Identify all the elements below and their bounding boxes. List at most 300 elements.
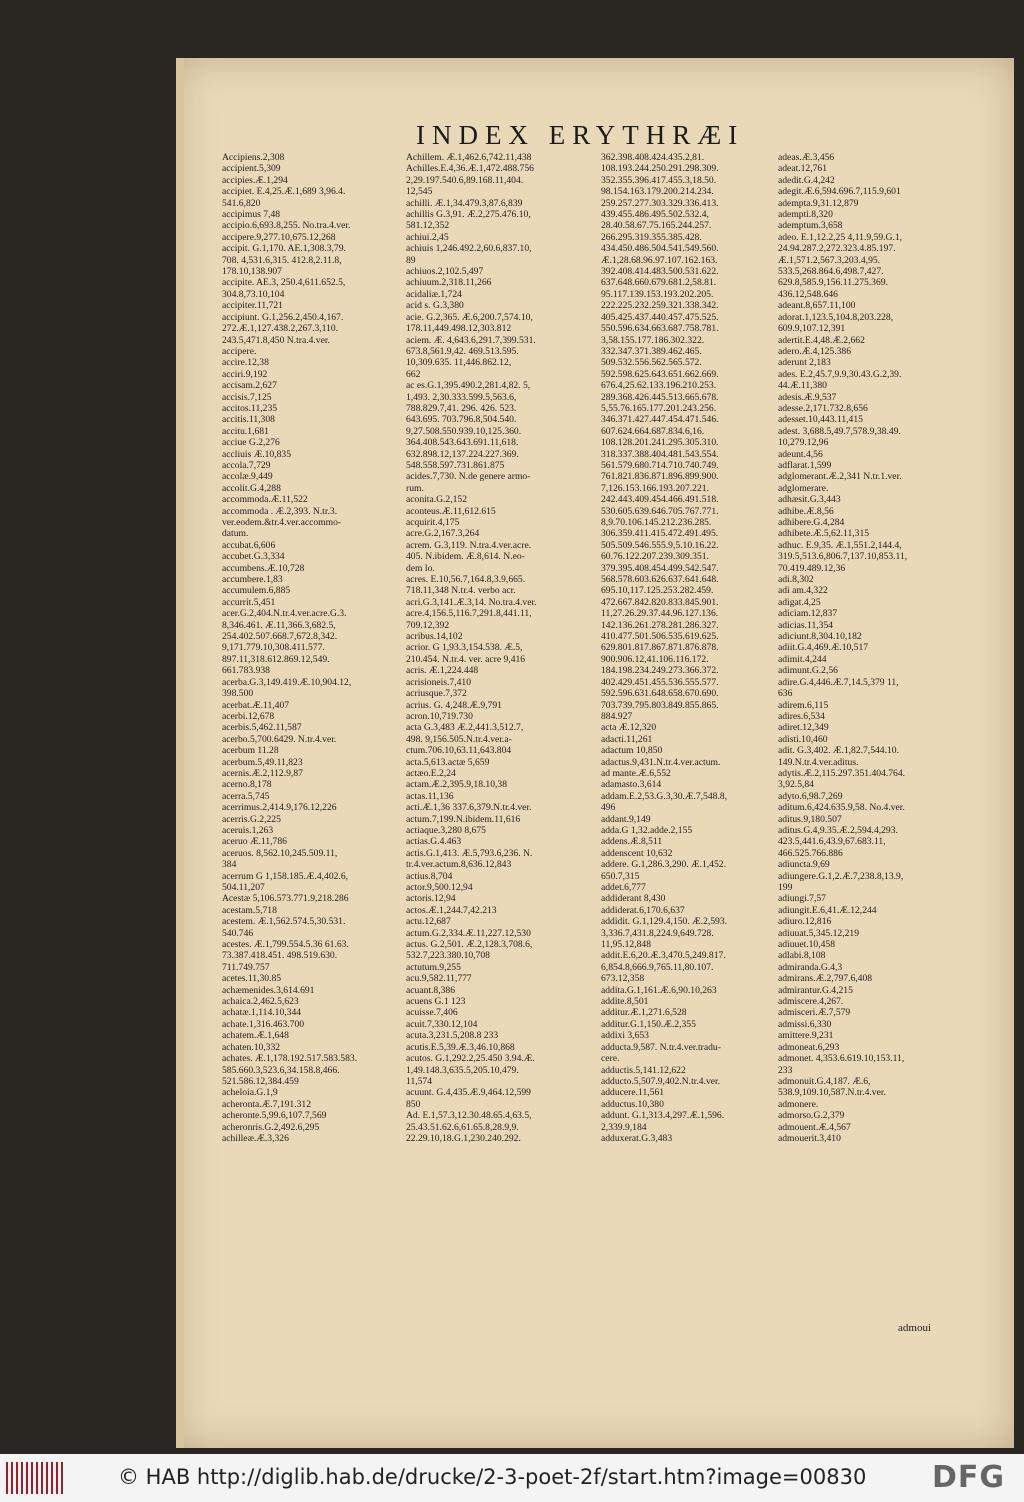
index-entry: 636	[778, 688, 793, 700]
index-entry: 12,545	[406, 186, 433, 198]
index-entry: 673.8,561.9,42. 469.513.595.	[406, 345, 519, 357]
index-entry: 504.11,207	[222, 882, 265, 893]
index-entry: 10,309.635. 11,446.862.12,	[406, 357, 512, 369]
index-entry: 472.667.842.820.833.845.901.	[601, 596, 719, 608]
index-entry: achaica.2,462.5,623	[222, 996, 299, 1008]
index-entry: 6,854.8,666.9,765.11,80.107.	[601, 961, 714, 973]
index-column-4	[778, 152, 974, 1382]
index-entry: 718.11,348 N.tr.4. verbo acr.	[406, 585, 516, 597]
index-entry: accumbens.Æ.10,728	[222, 562, 305, 574]
index-entry: acron.10,719.730	[406, 710, 473, 722]
index-entry: accire.12,38	[222, 357, 269, 369]
index-entry: additur.G.1,150.Æ.2,355	[601, 1018, 696, 1030]
index-entry: adduxerat.G.3,483	[601, 1132, 673, 1144]
index-entry: acre.G.2,167.3,264	[406, 528, 480, 540]
index-entry: acrem. G.3,119. N.tra.4.ver.acre.	[406, 539, 532, 551]
index-entry: 897.11,318.612.869.12,549.	[222, 653, 330, 665]
index-entry: accisam.2,627	[222, 380, 277, 392]
index-entry: acuta.3,231.5,208.8 233	[406, 1030, 499, 1042]
index-entry: 95.117.139.153.193.202.205.	[601, 288, 714, 300]
index-entry: adicias.11,354	[778, 619, 834, 631]
index-entry: actum.G.2,334.Æ.11,227.12,530	[406, 927, 531, 939]
index-column-3	[601, 152, 776, 1382]
index-entry: acheronte.5,99.6,107.7,569	[222, 1110, 327, 1122]
copyright-link[interactable]: © HAB http://diglib.hab.de/drucke/2-3-poet-2f/start.htm?image=00830	[118, 1465, 867, 1489]
index-entry: adiuro.12,816	[778, 916, 832, 928]
index-entry: accurrit.5,451	[222, 596, 276, 608]
index-entry: admoneat.6,293	[778, 1041, 840, 1053]
index-entry: 532.7,223.380.10,708	[406, 950, 490, 962]
index-entry: accola.7,729	[222, 459, 271, 471]
index-entry: adesse.2,171.732.8,656	[778, 402, 868, 414]
index-entry: actor.9,500.12,94	[406, 882, 473, 893]
index-entry: accipiet. E.4,25.Æ.1,689 3,96.4.	[222, 186, 346, 198]
index-entry: acheronta.Æ.7,191.312	[222, 1098, 311, 1110]
index-entry: adeas.Æ.3,456	[778, 152, 835, 163]
index-entry: 607.624.664.687.834.6,16.	[601, 425, 705, 437]
index-entry: accipite. AE.3, 250.4,611.652.5,	[222, 277, 346, 289]
index-entry: 259.257.277.303.329.336.413.	[601, 197, 719, 209]
index-entry: accubat.6,606	[222, 539, 276, 551]
index-entry: acrisioneis.7,410	[406, 676, 472, 688]
index-entry: 709.12,392	[406, 619, 450, 631]
index-entry: admiscere.4,267.	[778, 996, 844, 1008]
index-entry: 708. 4,531.6,315. 412.8,2.11.8,	[222, 254, 342, 266]
index-entry: Æ.1,28.68.96.97.107.162.163.	[601, 254, 718, 266]
index-entry: 1,493. 2,30.333.599.5,563.6,	[406, 391, 517, 403]
index-entry: accipere.	[222, 345, 257, 357]
index-entry: acri.G.3,141.Æ.3,14. No.tra.4.ver.	[406, 596, 537, 608]
index-entry: acerbat.Æ.11,407	[222, 699, 290, 711]
index-entry: adiuncta.9,69	[778, 859, 830, 871]
index-entry: actius.8,704	[406, 870, 453, 882]
index-entry: 538.9,109.10,587.N.tr.4.ver.	[778, 1087, 886, 1099]
index-entry: 592.596.631.648.658.670.690.	[601, 688, 719, 700]
index-entry: acerba.G.3,149.419.Æ.10,904.12,	[222, 676, 352, 688]
page-title: INDEX ERYTHRÆI	[416, 120, 745, 150]
index-entry: 695.10,117.125.253.282.459.	[601, 585, 714, 597]
index-entry: 11,574	[406, 1075, 433, 1087]
index-entry: 673.12,358	[601, 973, 645, 985]
index-entry: adeo. E.1,12.2,25 4,11.9,59.G.1,	[778, 231, 903, 243]
index-entry: acta.5,613.actæ 5,659	[406, 756, 490, 768]
index-entry: 22.29.10,18.G.1,230.240.292.	[406, 1132, 521, 1144]
index-entry: achates. Æ.1,178.192.517.583.583.	[222, 1053, 358, 1065]
index-entry: 178.11,449.498.12,303.812	[406, 323, 512, 335]
index-entry: acerrum G 1,158.185.Æ.4,402.6,	[222, 870, 349, 882]
index-entry: 222.225.232.259.321.338.342.	[601, 300, 719, 312]
index-entry: adeat.12,761	[778, 163, 828, 175]
index-entry: 581.12,352	[406, 220, 450, 232]
index-entry: 398.500	[222, 688, 254, 700]
index-entry: 98.154.163.179.200.214.234.	[601, 186, 714, 198]
index-entry: 530.605.639.646.705.767.771.	[601, 505, 719, 517]
index-entry: aciem. Æ. 4,643.6,291.7,399.531.	[406, 334, 536, 346]
index-entry: achiui.2,45	[406, 231, 449, 243]
index-entry: 410.477.501.506.535.619.625.	[601, 631, 719, 643]
index-entry: 243.5,471.8,450 N.tra.4.ver.	[222, 334, 330, 346]
index-entry: adiuuet.10,458	[778, 939, 836, 951]
index-entry: adglomerare.	[778, 482, 829, 494]
index-entry: aceruo Æ.11,786	[222, 836, 287, 848]
index-entry: ver.eodem.&tr.4.ver.accommo-	[222, 517, 342, 528]
index-entry: acie. G.2,365. Æ.6,200.7,574.10,	[406, 311, 533, 323]
index-entry: acides.7,730. N.de genere armo-	[406, 471, 531, 483]
index-entry: 8,9.70.106.145.212.236.285.	[601, 517, 712, 528]
index-entry: accumbere.1,83	[222, 574, 283, 586]
index-entry: admonere.	[778, 1098, 819, 1110]
index-entry: actis.G.1,413. Æ.5,793.6,236. N.	[406, 847, 533, 859]
index-entry: 761.821.836.871.896.899.900.	[601, 471, 719, 483]
index-entry: accommoda.Æ.11,522	[222, 494, 308, 506]
index-entry: 568.578.603.626.637.641.648.	[601, 574, 719, 586]
index-entry: 439.455.486.495.502.532.4,	[601, 209, 709, 221]
index-entry: 548.558.597.731.861.875	[406, 459, 505, 471]
index-entry: adi.8,302	[778, 574, 814, 586]
index-entry: 405. N.ibidem. Æ.8,614. N.eo-	[406, 551, 525, 563]
index-entry: accumulem.6,885	[222, 585, 291, 597]
index-entry: ademptum.3,658	[778, 220, 843, 232]
index-entry: adorat.1,123.5,104.8,203.228,	[778, 311, 894, 323]
index-entry: addenscent 10,632	[601, 847, 673, 859]
index-entry: 289.368.426.445.513.665.678.	[601, 391, 719, 403]
index-entry: accitis.11,308	[222, 414, 275, 426]
index-entry: adit. G.3,402. Æ.1,82.7,544.10.	[778, 745, 899, 757]
index-entry: addite.8,501	[601, 996, 649, 1008]
index-entry: accommoda . Æ.2,393. N.tr.3.	[222, 505, 338, 517]
index-entry: accipere.9,277.10,675.12,268	[222, 231, 336, 243]
index-entry: 585.660.3,523.6,34.158.8,466.	[222, 1064, 340, 1076]
index-entry: adhæsit.G.3,443	[778, 494, 841, 506]
index-entry: adyto.6,98.7,269	[778, 790, 843, 802]
index-entry: accipient.5,309	[222, 163, 281, 175]
index-entry: 242.443.409.454.466.491.518.	[601, 494, 719, 506]
index-entry: 505.509.546.555.9,5.10.16.22.	[601, 539, 719, 551]
index-entry: acestam.5,718	[222, 904, 277, 916]
index-entry: actæo.E.2,24	[406, 767, 456, 779]
index-entry: acrior. G 1,93.3,154.538. Æ.5,	[406, 642, 523, 654]
index-entry: 142.136.261.278.281.286.327.	[601, 619, 719, 631]
index-entry: aceruos. 8,562.10,245.509.11,	[222, 847, 338, 859]
index-entry: addiderat.6,170.6,637	[601, 904, 685, 916]
index-entry: accubet.G.3,334	[222, 551, 285, 563]
index-entry: 405.425.437.440.457.475.525.	[601, 311, 719, 323]
index-entry: accipiunt. G.1,256.2,450.4,167.	[222, 311, 344, 323]
index-entry: admirantur.G.4,215	[778, 984, 853, 996]
index-entry: addita.G.1,161.Æ.6,90.10,263	[601, 984, 717, 996]
index-entry: acciri.9,192	[222, 368, 268, 380]
index-entry: accipimus 7,48	[222, 209, 281, 221]
index-entry: 592.598.625.643.651.662.669.	[601, 368, 719, 380]
index-entry: adiciunt.8,304.10,182	[778, 631, 862, 643]
index-entry: acerbum 11.28	[222, 745, 279, 757]
index-entry: adhuc. E.9,35. Æ.1,551.2,144.4,	[778, 539, 902, 551]
index-entry: additur.Æ.1,271.6,528	[601, 1007, 687, 1019]
index-entry: addidit. G.1,129.4,150. Æ.2,593.	[601, 916, 728, 928]
index-entry: adducta.9,587. N.tr.4.ver.tradu-	[601, 1041, 721, 1053]
index-entry: actam.Æ.2,395.9,18.10,38	[406, 779, 507, 791]
index-entry: Achillem. Æ.1,462.6,742.11,438	[406, 152, 532, 163]
index-entry: acerris.G.2,225	[222, 813, 281, 825]
index-entry: acer.G.2,404.N.tr.4.ver.acre.G.3.	[222, 608, 347, 620]
index-entry: acuens G.1 123	[406, 996, 466, 1008]
index-entry: addet.6,777	[601, 882, 646, 893]
index-entry: acid s. G.3,380	[406, 300, 464, 312]
index-entry: actiaque.3,280 8,675	[406, 824, 486, 836]
index-entry: acerbis.5,462.11,587	[222, 722, 302, 734]
index-entry: 384	[222, 859, 237, 871]
index-entry: 318.337.388.404.481.543.554.	[601, 448, 719, 460]
index-entry: 434.450.486.504.541.549.560.	[601, 243, 719, 255]
index-entry: addant.9,149	[601, 813, 651, 825]
index-entry: Æ.1,571.2,567.3,203.4,95.	[778, 254, 881, 266]
index-entry: acutis.E.5,39.Æ.3,46.10,868	[406, 1041, 515, 1053]
index-column-2	[406, 152, 592, 1382]
index-entry: adacti.11,261	[601, 733, 653, 745]
index-entry: actu.12,687	[406, 916, 451, 928]
index-entry: adiungit.E.6,41.Æ.12,244	[778, 904, 877, 916]
index-entry: acestes. Æ.1,799.554.5.36 61.63.	[222, 939, 349, 951]
index-entry: accitos.11,235	[222, 402, 278, 414]
index-entry: adhibere.G.4,284	[778, 517, 845, 528]
index-entry: 900.906.12,41.106.116.172.	[601, 653, 709, 665]
index-entry: adegit.Æ.6,594.696.7,115.9,601	[778, 186, 901, 198]
index-entry: actias.G.4.463	[406, 836, 462, 848]
index-entry: accipies.Æ.1,294	[222, 174, 288, 186]
index-entry: addixi 3,653	[601, 1030, 649, 1042]
index-entry: 629.801.817.867.871.876.878.	[601, 642, 719, 654]
index-entry: admouerit.3,410	[778, 1132, 841, 1144]
index-entry: 533.5,268.864.6,498.7,427.	[778, 266, 884, 278]
index-entry: rum.	[406, 482, 424, 494]
index-entry: adires.6,534	[778, 710, 825, 722]
index-entry: adempti.8,320	[778, 209, 833, 221]
index-entry: accitu.1,681	[222, 425, 269, 437]
index-entry: acernis.Æ.2,112.9,87	[222, 767, 303, 779]
index-entry: adest. 3,688.5,49.7,578.9,38.49.	[778, 425, 901, 437]
index-entry: 392.408.414.483.500.531.622.	[601, 266, 719, 278]
index-entry: adedit.G.4,242	[778, 174, 835, 186]
index-entry: adeant.8,657.11,100	[778, 300, 856, 312]
index-entry: adlabi.8,108	[778, 950, 826, 962]
index-entry: admouent.Æ.4,567	[778, 1121, 851, 1133]
index-entry: 650.7,315	[601, 870, 640, 882]
index-entry: achillis G.3,91. Æ.2,275.476.10,	[406, 209, 531, 221]
index-entry: adductis.5,141.12,622	[601, 1064, 686, 1076]
index-entry: aditus.G.4,9.35.Æ.2,594.4,293.	[778, 824, 898, 836]
index-entry: actutum.9,255	[406, 961, 461, 973]
index-entry: addens.Æ.8,511	[601, 836, 663, 848]
index-entry: 7,126.153.166.193.207.221.	[601, 482, 709, 494]
index-entry: 637.648.660.679.681.2,58.81.	[601, 277, 717, 289]
index-entry: acheronris.G.2,492.6,295	[222, 1121, 320, 1133]
index-entry: adertit.E.4,48.Æ.2,662	[778, 334, 865, 346]
index-entry: cere.	[601, 1053, 620, 1065]
index-entry: acu.9,582.11,777	[406, 973, 472, 985]
index-entry: achaten.10,332	[222, 1041, 281, 1053]
index-entry: adactus.9,431.N.tr.4.ver.actum.	[601, 756, 721, 768]
index-entry: accipit. G.1,170. AE.1,308.3,79.	[222, 243, 346, 255]
index-entry: dem lo.	[406, 562, 435, 574]
index-entry: Ad. E.1,57.3,12.30.48.65.4,63.5,	[406, 1110, 532, 1122]
footer-bar	[0, 1454, 1024, 1502]
index-entry: admorso.G.2,379	[778, 1110, 845, 1122]
index-entry: 210.454. N.tr.4. ver. acre 9,416	[406, 653, 526, 665]
index-entry: 149.N.tr.4.ver.aditus.	[778, 756, 859, 768]
index-entry: 304.8,73.10,104	[222, 288, 285, 300]
index-entry: 609.9,107.12,391	[778, 323, 846, 335]
index-entry: adflarat.1,599	[778, 459, 832, 471]
index-entry: adesis.Æ.9,537	[778, 391, 837, 403]
index-entry: adducto.5,507.9,402.N.tr.4.ver.	[601, 1075, 721, 1087]
index-entry: acerbi.12,678	[222, 710, 275, 722]
index-entry: aderunt 2,183	[778, 357, 831, 369]
index-entry: 521.586.12,384.459	[222, 1075, 299, 1087]
index-entry: 332.347.371.389.462.465.	[601, 345, 702, 357]
index-entry: 540.746	[222, 927, 254, 939]
index-entry: adhibe.Æ.8,56	[778, 505, 834, 517]
index-entry: accipio.6,693.8,255. No.tra.4.ver.	[222, 220, 351, 232]
index-entry: aconita.G.2,152	[406, 494, 468, 506]
index-entry: 703.739.795.803.849.855.865.	[601, 699, 719, 711]
index-entry: 423.5,441.6,43.9,67.683.11,	[778, 836, 886, 848]
index-entry: adda.G 1,32.adde.2,155	[601, 824, 693, 836]
index-entry: 379.395.408.454.499.542.547.	[601, 562, 719, 574]
index-entry: 850	[406, 1098, 421, 1110]
index-entry: acerra.5,745	[222, 790, 270, 802]
index-entry: acetes.11,30.85	[222, 973, 282, 985]
index-entry: acuunt. G.4,435.Æ.9,464.12,599	[406, 1087, 531, 1099]
index-entry: adactum 10,850	[601, 745, 663, 757]
index-entry: 70.419.489.12,36	[778, 562, 846, 574]
index-entry: adglomerant.Æ.2,341 N.tr.1.ver.	[778, 471, 902, 483]
index-entry: adiit.G.4,469.Æ.10,517	[778, 642, 869, 654]
index-entry: 9,171.779.10,308.411.577.	[222, 642, 325, 654]
index-entry: datum.	[222, 528, 249, 540]
index-entry: ac es.G.1,395.490.2,281.4,82. 5,	[406, 380, 531, 392]
index-entry: 11,27.26.29.37.44.96.127.136.	[601, 608, 719, 620]
index-entry: admirans.Æ.2,797.6,408	[778, 973, 873, 985]
index-entry: achiuis 1,246.492.2,60.6,837.10,	[406, 243, 532, 255]
index-entry: addunt. G.1,313.4,297.Æ.1,596.	[601, 1110, 725, 1122]
index-entry: adducere.11,561	[601, 1087, 665, 1099]
index-entry: accipiter.11,721	[222, 300, 283, 312]
index-entry: acerno.8,178	[222, 779, 272, 791]
index-entry: tr.4.ver.actum.8,636.12,843	[406, 859, 512, 871]
index-entry: 561.579.680.714.710.740.749.	[601, 459, 719, 471]
index-entry: 352.355.396.417.455.3,18.50.	[601, 174, 717, 186]
index-entry: 24.94.287.2,272.323.4.85.197.	[778, 243, 896, 255]
index-entry: ades. E.2,45.7,9.9,30.43.G.2,39.	[778, 368, 902, 380]
index-entry: accolit.G.4,288	[222, 482, 281, 494]
index-entry: acuisse.7,406	[406, 1007, 458, 1019]
index-entry: acre.4,156.5,116.7,291.8,441.11,	[406, 608, 532, 620]
index-entry: adhibete.Æ.5,62.11,315	[778, 528, 870, 540]
index-entry: 662	[406, 368, 421, 380]
index-entry: achiuum.2,318.11,266	[406, 277, 492, 289]
index-entry: 550.596.634.663.687.758.781.	[601, 323, 719, 335]
index-entry: 199	[778, 882, 793, 893]
index-entry: 362.398.408.424.435.2,81.	[601, 152, 705, 163]
index-entry: acribus.14,102	[406, 631, 463, 643]
index-entry: 10,279.12,96	[778, 437, 829, 449]
index-entry: actus. G.2,501. Æ.2,128.3,708.6,	[406, 939, 533, 951]
index-entry: addit.E.6,20.Æ.3,470.5,249.817.	[601, 950, 726, 962]
index-entry: 9,27.508.550.939.10,125.360.	[406, 425, 522, 437]
index-entry: 788.829.7,41. 296. 426. 523.	[406, 402, 517, 414]
index-entry: adiuuat.5,345.12,219	[778, 927, 860, 939]
index-entry: actoris.12,94	[406, 893, 456, 905]
index-entry: 643.695. 703.796.8,504.540.	[406, 414, 517, 426]
index-entry: acuant.8,386	[406, 984, 456, 996]
index-entry: adimit.4,244	[778, 653, 827, 665]
index-entry: amittere.9,231	[778, 1030, 834, 1042]
index-entry: aconteus.Æ.11,612.615	[406, 505, 496, 517]
index-entry: adiciam.12,837	[778, 608, 838, 620]
index-entry: 89	[406, 254, 416, 266]
index-entry: aditum.6,424.635.9,58. No.4.ver.	[778, 802, 905, 814]
index-entry: aceruis.1,263	[222, 824, 274, 836]
index-entry: admisceri.Æ.7,579	[778, 1007, 851, 1019]
index-entry: 254.402.507.668.7,672.8,342.	[222, 631, 338, 643]
index-entry: admonet. 4,353.6.619.10,153.11,	[778, 1053, 905, 1065]
index-entry: acestem. Æ.1,562.574.5,30.531.	[222, 916, 346, 928]
index-entry: 498. 9,156.505.N.tr.4.ver.a-	[406, 733, 512, 745]
index-entry: aditus.9,180.507	[778, 813, 842, 825]
index-entry: 178.10,138.907	[222, 266, 282, 278]
index-entry: ad mante.Æ.6,552	[601, 767, 671, 779]
index-entry: acheloia.G.1,9	[222, 1087, 278, 1099]
index-entry: 711.749.757	[222, 961, 270, 973]
index-entry: achæmenides.3,614.691	[222, 984, 315, 996]
index-entry: adimunt.G.2,56	[778, 665, 838, 677]
index-entry: accisis.7,125	[222, 391, 272, 403]
index-entry: achate.1,316.463.700	[222, 1018, 305, 1030]
index-entry: actas.11,136	[406, 790, 454, 802]
index-entry: achiuos.2,102.5,497	[406, 266, 484, 278]
index-entry: adductus.10,380	[601, 1098, 664, 1110]
index-entry: Accipiens.2,308	[222, 152, 285, 163]
index-entry: acta Æ.12,320	[601, 722, 657, 734]
index-entry: acres. E.10,56.7,164.8,3.9,665.	[406, 574, 526, 586]
index-entry: 60.76.122.207.239.309.351.	[601, 551, 709, 563]
index-entry: addere. G.1,286.3,290. Æ.1,452.	[601, 859, 726, 871]
index-entry: addiderant 8,430	[601, 893, 666, 905]
index-entry: 28.40.58.67.75.165.244.257.	[601, 220, 712, 232]
index-entry: adesset.10,443.11,415	[778, 414, 863, 426]
index-entry: adirem.6,115	[778, 699, 829, 711]
scanned-page	[176, 58, 1014, 1448]
index-entry: 25.43.51.62.6,61.65.8,28.9,9.	[406, 1121, 519, 1133]
index-entry: 402.429.451.455.536.555.577.	[601, 676, 719, 688]
index-entry: adiungi.7,57	[778, 893, 826, 905]
index-entry: 364.408.543.643.691.11,618.	[406, 437, 519, 449]
index-entry: 676.4,25.62.133.196.210.253.	[601, 380, 717, 392]
index-entry: 496	[601, 802, 616, 814]
index-entry: 629.8,585.9,156.11.275.369.	[778, 277, 888, 289]
index-entry: acerbo.5,700.6429. N.tr.4.ver.	[222, 733, 337, 745]
index-entry: adi am.4,322	[778, 585, 828, 597]
index-entry: 466.525.766.886	[778, 847, 843, 859]
index-entry: acti.Æ.1,36 337.6,379.N.tr.4.ver.	[406, 802, 532, 814]
index-entry: 346.371.427.447.454.471.546.	[601, 414, 719, 426]
index-entry: Acestæ 5,106.573.771.9,218.286	[222, 893, 349, 905]
index-entry: 541.6,820	[222, 197, 261, 209]
index-entry: 436.12,548.646	[778, 288, 838, 300]
index-entry: admiranda.G.4,3	[778, 961, 843, 973]
index-entry: adire.G.4,446.Æ.7,14.5,379 11,	[778, 676, 899, 688]
index-entry: admonuit.G.4,187. Æ.6,	[778, 1075, 871, 1087]
